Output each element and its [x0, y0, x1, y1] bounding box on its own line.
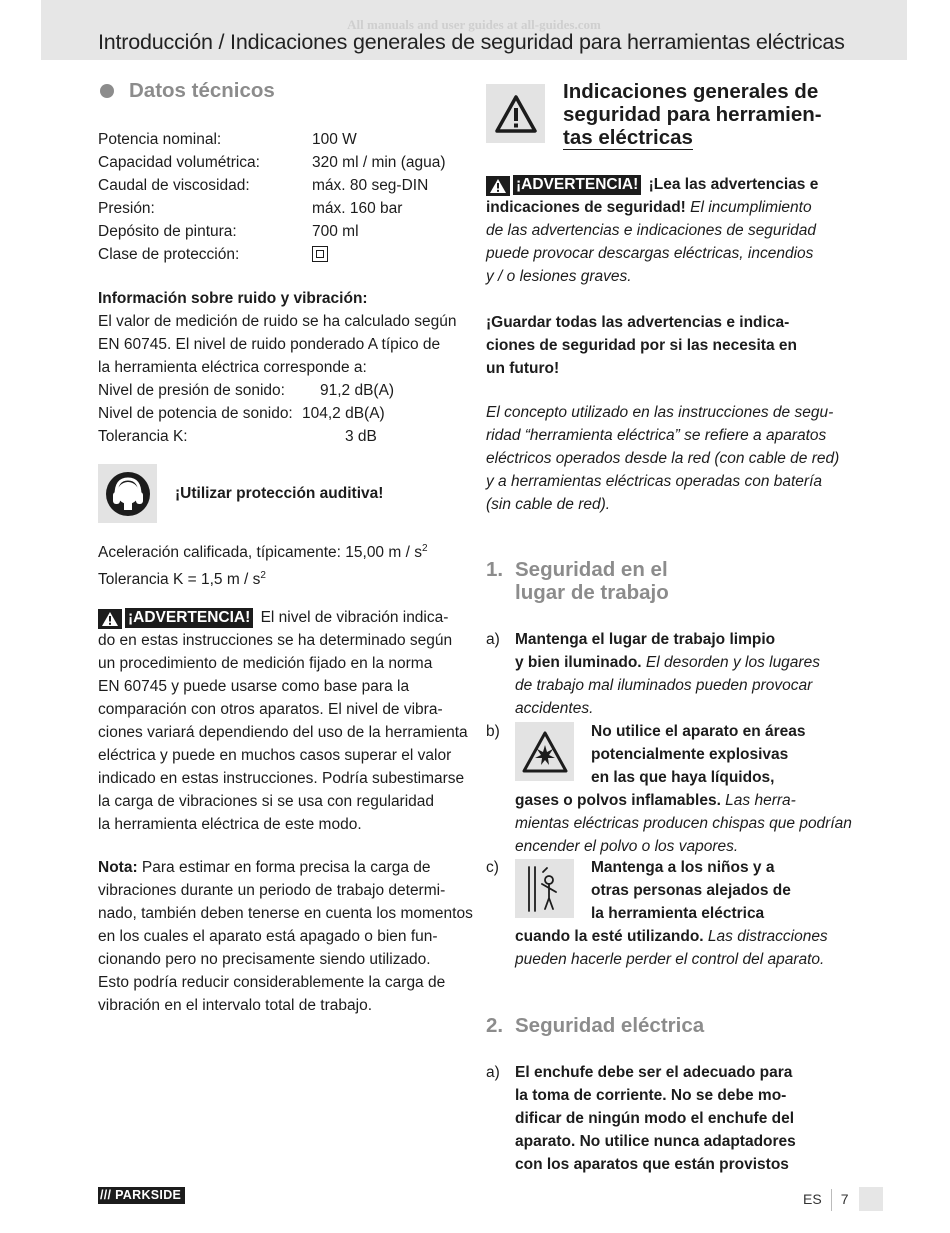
text-line: nado, también deben tenerse en cuenta los momentos — [98, 905, 473, 922]
bullet-icon — [100, 84, 114, 98]
text-line: EN 60745 y puede usarse como base para la — [98, 678, 410, 695]
text-line: comparación con otros aparatos. El nivel de vibra- — [98, 701, 443, 718]
acceleration: Aceleración calificada, típicamente: 15,00 m / $s^2$ Tolerancia K = 1,5 m / $s^2$ — [98, 543, 428, 589]
tech-heading: Datos técnicos — [98, 79, 275, 104]
note-label: Nota: — [98, 859, 138, 876]
warning-icon — [486, 176, 510, 196]
text-line: Esto podría reducir considerablemente la carga de — [98, 974, 446, 991]
keep-instructions: ¡Guardar todas las advertencias e indica- ciones de seguridad por si las necesita en un futuro! — [486, 314, 797, 377]
spec-row: Depósito de pintura: 700 ml — [98, 223, 359, 240]
noise-heading: Información sobre ruido y vibración: — [98, 290, 368, 307]
explosion-hazard-icon — [515, 722, 574, 781]
text-line: de las advertencias e indicaciones de seguridad — [486, 222, 817, 239]
spec-row: Caudal de viscosidad: máx. 80 seg-DIN — [98, 177, 429, 194]
text-line: cionando pero no precisamente siendo utilizado. — [98, 951, 431, 968]
text-line: EN 60745. El nivel de ruido ponderado A típico de — [98, 336, 441, 353]
hearing-protection-icon — [98, 464, 157, 523]
warning-label: ¡ADVERTENCIA! — [125, 608, 253, 628]
text-line: la herramienta eléctrica corresponde a: — [98, 359, 367, 376]
language-code: ES — [803, 1191, 822, 1207]
noise-section — [98, 287, 466, 448]
vibration-warning: ¡ADVERTENCIA! El nivel de vibración indica- do en estas instrucciones se ha determinado según un procedimiento de medición fijado en la norma EN 60745 y puede usarse como base para la comparación con otros aparatos. El nivel de vibra- ciones variará dependiendo del uso de la herramienta eléctrica y puede en muchos casos superar el valor indicado en estas instrucciones. Podría subestimarse la carga de vibraciones si se usa con regularidad la herramienta eléctrica de este modo. — [98, 606, 468, 836]
parkside-logo: /// PARKSIDE — [98, 1187, 185, 1204]
note-section: Nota: Para estimar en forma precisa la carga de vibraciones durante un periodo de trabajo determi- nado, también deben tenerse en cuenta los momentos en los cuales el aparato está apagado o bien fun- cionando pero no precisamente siendo utilizado. Esto podría reducir considerablemente la carga de vibración en el intervalo total de trabajo. — [98, 856, 468, 1017]
spec-row: Capacidad volumétrica: 320 ml / min (agua) — [98, 154, 446, 171]
text-line: en los cuales el aparato está apagado o bien fun- — [98, 928, 438, 945]
text-line: vibraciones durante un periodo de trabajo determi- — [98, 882, 446, 899]
text-line: un procedimiento de medición fijado en la norma — [98, 655, 433, 672]
text-line: El valor de medición de ruido se ha calculado según — [98, 313, 457, 330]
text-line: la carga de vibraciones si se usa con regularidad — [98, 793, 435, 810]
section-heading-electrical: 2. Seguridad eléctrica — [486, 1014, 705, 1037]
protection-class-icon — [312, 246, 328, 262]
page-tab-marker — [859, 1187, 883, 1211]
list-item: a) Mantenga el lugar de trabajo limpio y bien iluminado. El desorden y los lugares de trabajo mal iluminados pueden provocar accidentes. — [486, 631, 820, 717]
safety-title: Indicaciones generales de seguridad para herramien- tas eléctricas — [563, 80, 822, 149]
noise-row: Tolerancia K: 3 dB — [98, 428, 377, 445]
list-item: b) No utilice el aparato en áreas potencialmente explosivas en las que haya líquidos, gases o polvos inflamables. Las herra- mientas eléctricas producen chispas que podrían encender el polvo o los vapores. — [486, 723, 852, 855]
noise-row: Nivel de presión de sonido: 91,2 dB(A) — [98, 382, 395, 399]
warning-icon — [98, 609, 122, 629]
concept-paragraph: El concepto utilizado en las instrucciones de segu- ridad “herramienta eléctrica” se refiere a aparatos eléctricos operados desde la red (con cable de red) y a herramientas eléctricas operadas con batería (sin cable de red). — [486, 404, 840, 513]
text-line: eléctrica y puede en muchos casos superar el valor — [98, 747, 452, 764]
watermark: All manuals and user guides at all-guides.com — [347, 17, 601, 32]
list-item: c) Mantenga a los niños y a otras personas alejados de la herramienta eléctrica cuando la esté utilizando. Las distracciones pueden hacerle perder el control del aparato. — [486, 859, 828, 968]
text-line: puede provocar descargas eléctricas, incendios — [486, 245, 814, 262]
page-header — [41, 0, 907, 60]
text-line: y / o lesiones graves. — [486, 268, 632, 285]
list-item: a) El enchufe debe ser el adecuado para la toma de corriente. No se debe mo- dificar de ningún modo el enchufe del aparato. No utilice nunca adaptadores con los aparatos que están provistos — [486, 1064, 796, 1173]
page-number-value: 7 — [840, 1191, 849, 1207]
spec-table — [98, 128, 463, 266]
page-number — [803, 1187, 848, 1211]
text-line: indicado en estas instrucciones. Podría subestimarse — [98, 770, 465, 787]
text-line: la herramienta eléctrica de este modo. — [98, 816, 362, 833]
read-warning: ¡ADVERTENCIA! ¡Lea las advertencias e indicaciones de seguridad! El incumplimiento de las advertencias e indicaciones de seguridad puede provocar descargas eléctricas, incendios y / o lesiones graves. — [486, 173, 851, 288]
page-title: Introducción / Indicaciones generales de seguridad para herramientas eléctricas — [98, 30, 845, 54]
warning-label: ¡ADVERTENCIA! — [513, 175, 641, 195]
spec-row: Clase de protección: — [98, 243, 463, 266]
spec-row: Presión: máx. 160 bar — [98, 200, 403, 217]
hearing-protection-text: ¡Utilizar protección auditiva! — [175, 485, 384, 502]
spec-row: Potencia nominal: 100 W — [98, 131, 357, 148]
noise-row: Nivel de potencia de sonido: 104,2 dB(A) — [98, 405, 385, 422]
warning-triangle-icon — [486, 84, 545, 143]
text-line: vibración en el intervalo total de trabajo. — [98, 997, 372, 1014]
keep-children-away-icon — [515, 859, 574, 918]
section-heading-workplace: 1. Seguridad en el lugar de trabajo — [486, 558, 669, 604]
text-line: ciones variará dependiendo del uso de la herramienta — [98, 724, 468, 741]
text-line: do en estas instrucciones se ha determinado según — [98, 632, 453, 649]
